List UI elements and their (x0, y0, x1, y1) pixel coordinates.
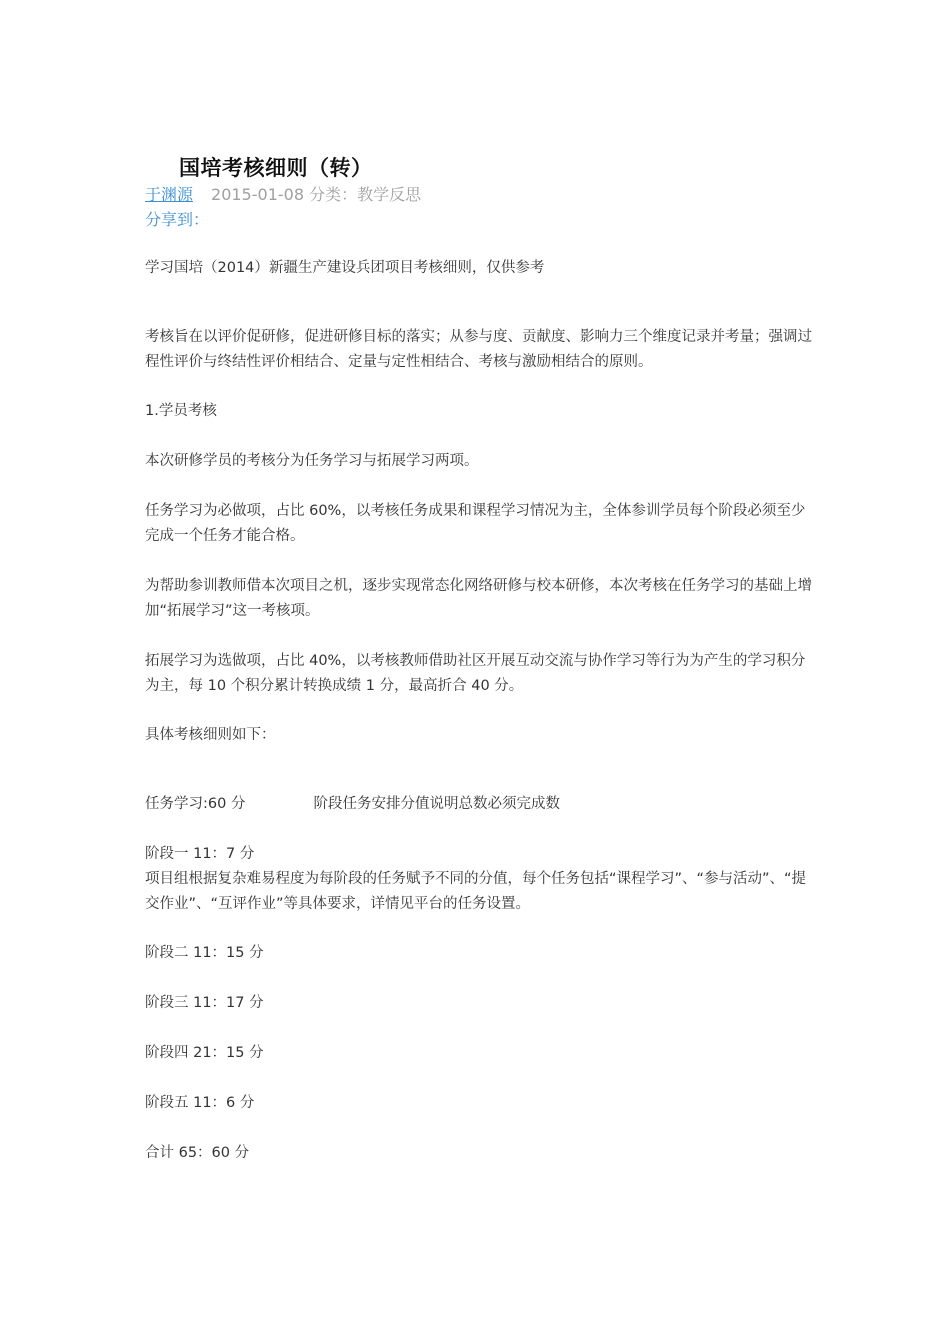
section-heading-student-assessment: 1.学员考核 (145, 403, 217, 419)
stage-4-row: 阶段四 21：15 分 (145, 1045, 264, 1061)
purpose-paragraph: 考核旨在以评价促研修，促进研修目标的落实；从参与度、贡献度、影响力三个维度记录并考量；强调过程性评价与终结性评价相结合、定量与定性相结合、考核与激励相结合的原则。 (145, 329, 812, 370)
assessment-overview-paragraph: 本次研修学员的考核分为任务学习与拓展学习两项。 (145, 453, 479, 469)
share-link[interactable]: 分享到： (145, 210, 210, 229)
stage-1-description: 项目组根据复杂难易程度为每阶段的任务赋予不同的分值，每个任务包括“课程学习”、“参与活动”、“提交作业”、“互评作业”等具体要求，详情见平台的任务设置。 (145, 871, 807, 912)
task-table-columns: 阶段任务安排分值说明总数必须完成数 (313, 796, 560, 812)
article-meta (145, 182, 421, 205)
extended-learning-paragraph: 拓展学习为选做项，占比 40%，以考核教师借助社区开展互动交流与协作学习等行为为产生的学习积分为主，每 10 个积分累计转换成绩 1 分，最高折合 40 分。 (145, 653, 806, 694)
total-row: 合计 65：60 分 (145, 1145, 250, 1161)
stage-1-row: 阶段一 11：7 分 (145, 846, 255, 862)
task-learning-label: 任务学习:60 分 (145, 796, 246, 812)
post-category[interactable]: 分类：教学反思 (309, 185, 422, 204)
task-table-header-row (145, 792, 815, 817)
stage-5-row: 阶段五 11：6 分 (145, 1095, 255, 1111)
intro-paragraph: 学习国培（2014）新疆生产建设兵团项目考核细则，仅供参考 (145, 260, 545, 276)
article-title: 国培考核细则（转） (179, 156, 373, 180)
task-learning-paragraph: 任务学习为必做项，占比 60%，以考核任务成果和课程学习情况为主，全体参训学员每个阶段必须至少完成一个任务才能合格。 (145, 503, 806, 544)
author-link[interactable]: 于渊源 (145, 185, 194, 204)
stage-3-row: 阶段三 11：17 分 (145, 995, 264, 1011)
extended-learning-intro-paragraph: 为帮助参训教师借本次项目之机，逐步实现常态化网络研修与校本研修，本次考核在任务学习的基础上增加“拓展学习”这一考核项。 (145, 578, 812, 619)
details-heading: 具体考核细则如下： (145, 727, 276, 743)
stage-2-row: 阶段二 11：15 分 (145, 945, 264, 961)
post-date: 2015-01-08 (211, 185, 304, 204)
